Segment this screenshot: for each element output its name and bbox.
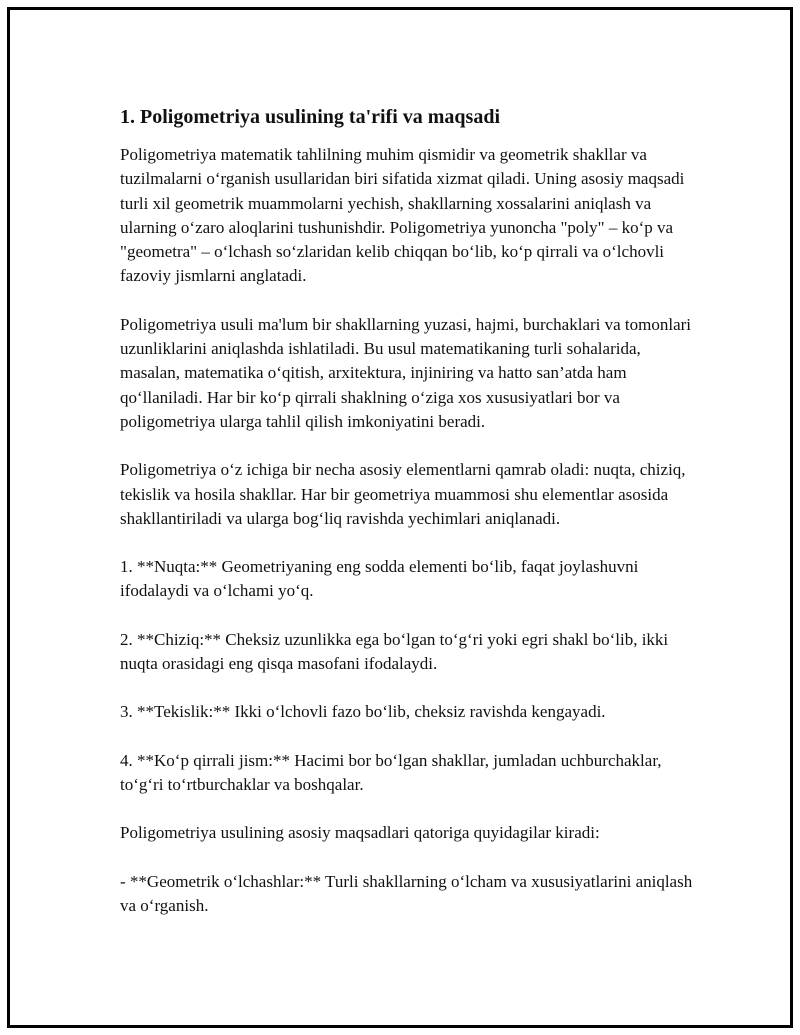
paragraph-elements: Poligometriya o‘z ichiga bir necha asosiy elementlarni qamrab oladi: nuqta, chiziq, tekislik va hosila shakllar. Har bir geometriya muammosi shu elementlar asosida shakllantiriladi va ularga bog‘liq ravishda yechimlari aniqlanadi.	[120, 460, 686, 528]
paragraph-intro: Poligometriya matematik tahlilning muhim qismidir va geometrik shakllar va tuzilmalarni o‘rganish usullaridan biri sifatida xizmat qiladi. Uning asosiy maqsadi turli xil geometrik muammolarni yechish, shakllarning xossalarini aniqlash va ularning o‘zaro aloqlarini tushunishdir. Poligometriya yunoncha "poly" – ko‘p va "geometra" – o‘lchash so‘zlaridan kelib chiqqan bo‘lib, ko‘p qirrali va o‘lchovli fazoviy jismlarni anglatadi.	[120, 145, 685, 286]
paragraph-goals-intro: Poligometriya usulining asosiy maqsadlari qatoriga quyidagilar kiradi:	[120, 823, 600, 843]
page-frame	[7, 7, 793, 1028]
document-body	[120, 103, 696, 942]
list-item-tekislik: 3. **Tekislik:** Ikki o‘lchovli fazo bo‘lib, cheksiz ravishda kengayadi.	[120, 702, 606, 722]
list-item-chiziq: 2. **Chiziq:** Cheksiz uzunlikka ega bo‘lgan to‘g‘ri yoki egri shakl bo‘lib, ikki nuqta orasidagi eng qisqa masofani ifodalaydi.	[120, 629, 669, 674]
paragraph-usage: Poligometriya usuli ma'lum bir shakllarning yuzasi, hajmi, burchaklari va tomonlari uzunliklarini aniqlashda ishlatiladi. Bu usul matematikaning turli sohalarida, masalan, matematika o‘qitish, arxitektura, injiniring va hatto san’atda ham qo‘llaniladi. Har bir ko‘p qirrali shaklning o‘ziga xos xususiyatlari bor va poligometriya ularga tahlil qilish imkoniyatini beradi.	[120, 314, 692, 431]
bullet-item-geometrik-olchashlar: - **Geometrik o‘lchashlar:** Turli shakllarning o‘lcham va xususiyatlarini aniqlash va o‘rganish.	[120, 871, 693, 915]
section-heading: 1. Poligometriya usulining ta'rifi va maqsadi	[120, 106, 501, 128]
list-item-kop-qirrali-jism: 4. **Ko‘p qirrali jism:** Hacimi bor bo‘lgan shakllar, jumladan uchburchaklar, to‘g‘ri to‘rtburchaklar va boshqalar.	[120, 750, 662, 794]
list-item-nuqta: 1. **Nuqta:** Geometriyaning eng sodda elementi bo‘lib, faqat joylashuvni ifodalaydi va o‘lchami yo‘q.	[120, 557, 639, 601]
